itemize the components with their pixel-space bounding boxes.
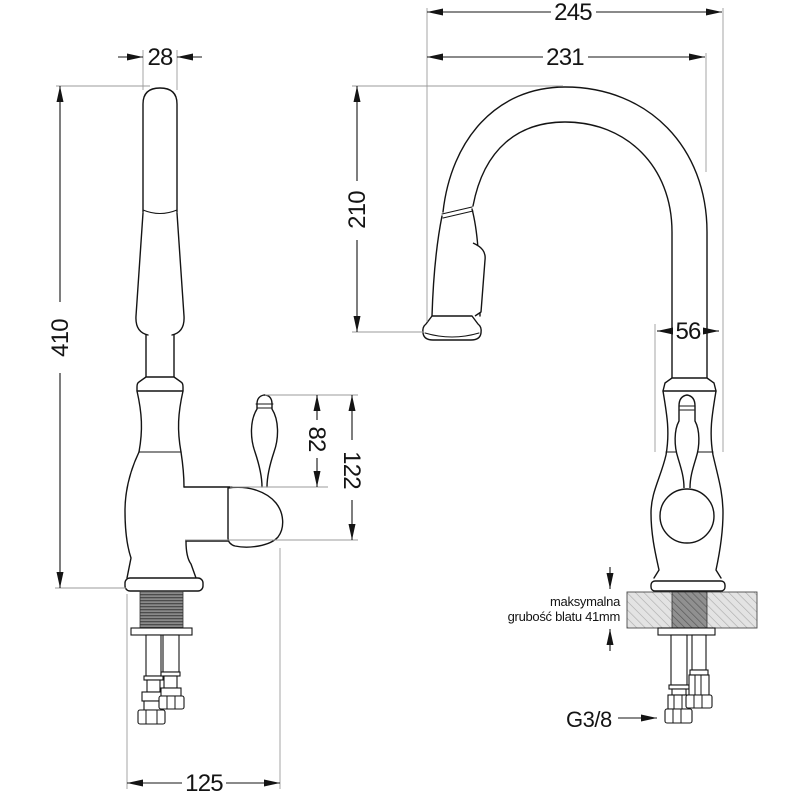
- thread-callout: [566, 707, 657, 732]
- front-base-plate: [651, 581, 725, 591]
- counter-note-line2: grubość blatu 41mm: [507, 609, 620, 624]
- side-upper-body-left: [137, 391, 141, 452]
- side-mounting-flange: [131, 628, 192, 635]
- side-spray-cone-left: [136, 213, 148, 335]
- side-upper-body-right: [179, 391, 183, 452]
- side-lower-body-left: [125, 452, 139, 578]
- side-collar: [137, 377, 183, 391]
- dimension-spout-height: [344, 86, 371, 332]
- front-view-faucet: [423, 87, 757, 723]
- side-supply-hoses: [138, 635, 184, 724]
- dim-label-spout-height: 210: [344, 191, 371, 229]
- front-threaded-shank: [672, 592, 707, 628]
- dimension-overall-height: [47, 86, 74, 588]
- side-handle-lever: [251, 395, 277, 487]
- spray-outlet-cup: [423, 316, 481, 340]
- side-neck: [146, 335, 174, 377]
- dim-label-body-width: 56: [675, 318, 701, 345]
- front-collar: [663, 378, 716, 391]
- dim-label-spout-width: 28: [147, 44, 173, 71]
- spray-head-left: [432, 216, 442, 316]
- spray-head-seam: [442, 207, 473, 218]
- side-valve-dome: [228, 487, 283, 547]
- front-mounting-flange: [658, 628, 715, 635]
- dim-label-handle-total-height: 122: [338, 451, 365, 489]
- dim-label-base-reach: 125: [185, 770, 223, 797]
- front-handle-lever: [675, 395, 699, 488]
- side-spout-tube: [143, 88, 177, 212]
- dimension-handle-height: [303, 395, 330, 487]
- side-view-faucet: [125, 88, 283, 724]
- dimension-total-reach: [427, 0, 722, 26]
- dimension-base-reach: [127, 770, 280, 797]
- dimension-body-width: [657, 318, 719, 345]
- side-outlet-arm-top: [184, 487, 232, 510]
- side-spout-seam: [143, 210, 177, 214]
- front-valve-circle: [660, 489, 714, 543]
- side-handle-cap-lines: [256, 404, 273, 408]
- dimension-spout-width: [118, 44, 202, 71]
- front-body-left: [651, 391, 668, 578]
- side-lower-body-right: [181, 452, 184, 487]
- front-body-right: [711, 391, 723, 578]
- dim-label-total-reach: 245: [554, 0, 592, 26]
- front-supply-hoses: [665, 635, 712, 723]
- dim-label-spout-reach: 231: [546, 44, 584, 71]
- side-spray-cone-right: [172, 213, 184, 335]
- thread-size-label: G3/8: [566, 707, 612, 732]
- dimension-spout-reach: [427, 44, 705, 71]
- side-base-plate: [125, 578, 203, 591]
- counter-note-line1: maksymalna: [550, 594, 620, 609]
- gooseneck-outer-curve: [443, 87, 707, 378]
- gooseneck-inner-curve: [473, 122, 672, 378]
- dim-label-overall-height: 410: [47, 319, 74, 357]
- side-body-below-arm: [186, 541, 196, 578]
- dimension-counter-thickness: [508, 567, 621, 651]
- spray-trigger: [473, 243, 485, 316]
- dim-label-handle-height: 82: [303, 426, 330, 452]
- side-threaded-shank: [140, 591, 183, 628]
- dimension-handle-total-height: [338, 395, 365, 540]
